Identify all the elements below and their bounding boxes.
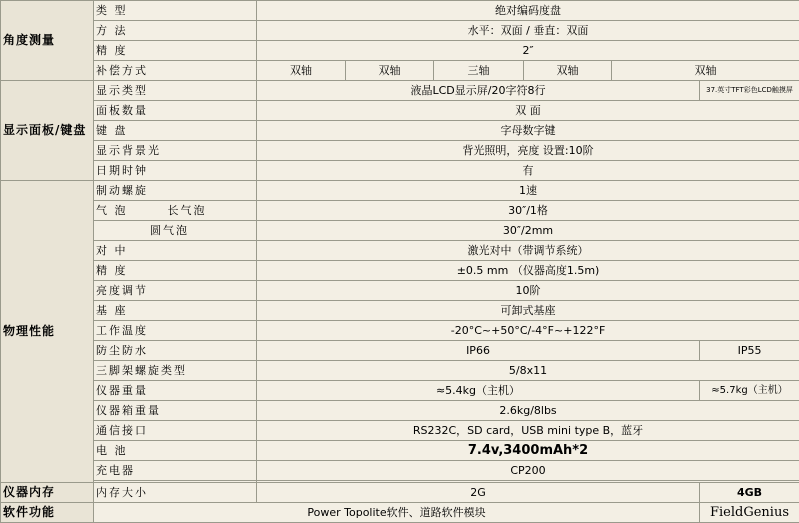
value-accuracy: 2″ [257, 41, 799, 61]
table-row [1, 401, 799, 421]
value-compensation-1: 双轴 [257, 61, 346, 81]
value-centering: 激光对中（带调节系统） [257, 241, 799, 261]
value-keyboard: 字母数字键 [257, 121, 799, 141]
label-temperature: 工作温度 [94, 321, 257, 341]
label-accuracy2: 精 度 [94, 261, 257, 281]
table-row [1, 61, 799, 81]
section-header-display: 显示面板/键盘 [1, 81, 94, 181]
value-memory-size: 2G [257, 483, 700, 503]
label-keyboard: 键 盘 [94, 121, 257, 141]
label-brightness: 亮度调节 [94, 281, 257, 301]
label-battery: 电 池 [94, 441, 257, 461]
section-header-physical: 物理性能 [1, 181, 94, 483]
value-interface: RS232C，SD card，USB mini type B，蓝牙 [257, 421, 799, 441]
table-row [1, 41, 799, 61]
table-row [1, 261, 799, 281]
value-battery: 7.4v,3400mAh*2 [257, 441, 799, 461]
table-row [1, 461, 799, 481]
section-header-memory: 仪器内存 [1, 483, 94, 503]
table-row [1, 241, 799, 261]
label-bubble-circular-text: 圆气泡 [150, 224, 189, 237]
value-method: 水平：双面 / 垂直：双面 [257, 21, 799, 41]
label-instrument-weight: 仪器重量 [94, 381, 257, 401]
value-brake: 1速 [257, 181, 799, 201]
value-display-type-alt: 37.英寸TFT彩色LCD触摸屏 [700, 81, 799, 101]
label-ip: 防尘防水 [94, 341, 257, 361]
label-interface: 通信接口 [94, 421, 257, 441]
label-method: 方 法 [94, 21, 257, 41]
table-row [1, 281, 799, 301]
table-row [1, 121, 799, 141]
value-tripod-thread: 5/8x11 [257, 361, 799, 381]
label-tripod-thread: 三脚架螺旋类型 [94, 361, 257, 381]
label-memory-size: 内存大小 [94, 483, 257, 503]
table-row [1, 301, 799, 321]
label-charger: 充电器 [94, 461, 257, 481]
table-row [1, 321, 799, 341]
label-tribrach: 基 座 [94, 301, 257, 321]
table-row [1, 221, 799, 241]
table-row [1, 21, 799, 41]
label-compensation: 补偿方式 [94, 61, 257, 81]
table-row [1, 201, 799, 221]
value-ip-alt: IP55 [700, 341, 799, 361]
value-memory-size-alt: 4GB [700, 483, 799, 503]
table-row [1, 361, 799, 381]
table-row [1, 441, 799, 461]
label-bubble-circular [94, 221, 257, 241]
value-compensation-3: 三轴 [434, 61, 524, 81]
value-compensation-2: 双轴 [346, 61, 434, 81]
value-accuracy2: ±0.5 mm （仪器高度1.5m) [257, 261, 799, 281]
label-type: 类 型 [94, 1, 257, 21]
value-tribrach: 可卸式基座 [257, 301, 799, 321]
value-instrument-weight: ≈5.4kg（主机） [257, 381, 700, 401]
value-backlight: 背光照明，亮度 设置:10阶 [257, 141, 799, 161]
label-backlight: 显示背景光 [94, 141, 257, 161]
table-row [1, 503, 799, 523]
label-case-weight: 仪器箱重量 [94, 401, 257, 421]
table-row [1, 421, 799, 441]
label-clock: 日期时钟 [94, 161, 257, 181]
label-panel-count: 面板数量 [94, 101, 257, 121]
value-ip: IP66 [257, 341, 700, 361]
table-row [1, 381, 799, 401]
section-header-angle: 角度测量 [1, 1, 94, 81]
label-display-type: 显示类型 [94, 81, 257, 101]
label-bubble-long-text: 长气泡 [168, 204, 207, 217]
label-centering: 对 中 [94, 241, 257, 261]
value-bubble-circular: 30″/2mm [257, 221, 799, 241]
table-row [1, 81, 799, 101]
section-header-software: 软件功能 [1, 503, 94, 523]
value-case-weight: 2.6kg/8lbs [257, 401, 799, 421]
table-row [1, 341, 799, 361]
value-compensation-5: 双轴 [612, 61, 799, 81]
table-row [1, 141, 799, 161]
table-row [1, 101, 799, 121]
value-panel-count: 双 面 [257, 101, 799, 121]
value-software: Power Topolite软件、道路软件模块 [94, 503, 700, 523]
table-row [1, 483, 799, 503]
value-charger: CP200 [257, 461, 799, 481]
value-instrument-weight-alt: ≈5.7kg（主机） [700, 381, 799, 401]
table-row [1, 161, 799, 181]
value-brightness: 10阶 [257, 281, 799, 301]
value-bubble-long: 30″/1格 [257, 201, 799, 221]
table-row [1, 181, 799, 201]
label-accuracy: 精 度 [94, 41, 257, 61]
value-clock: 有 [257, 161, 799, 181]
label-brake: 制动螺旋 [94, 181, 257, 201]
value-type: 绝对编码度盘 [257, 1, 799, 21]
value-software-alt: FieldGenius [700, 503, 799, 523]
label-bubble: 气 泡 [96, 204, 128, 217]
value-display-type: 液晶LCD显示屏/20字符8行 [257, 81, 700, 101]
table-row [1, 1, 799, 21]
value-compensation-4: 双轴 [524, 61, 612, 81]
value-temperature: -20°C~+50°C/-4°F~+122°F [257, 321, 799, 341]
label-bubble-long [94, 201, 257, 221]
